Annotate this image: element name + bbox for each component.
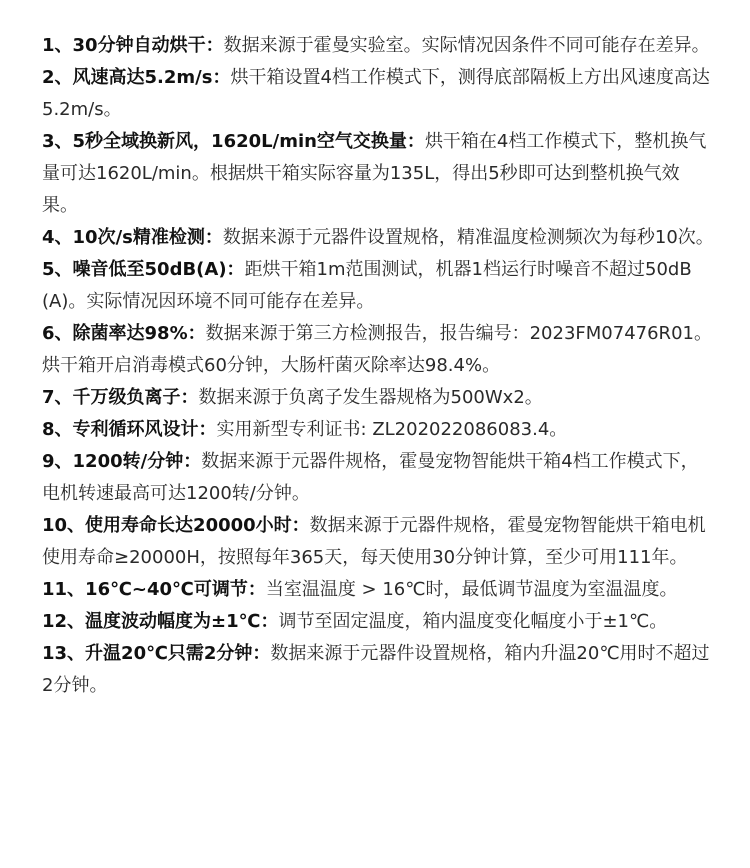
note-9	[42, 446, 714, 510]
note-heading: 9、1200转/分钟：	[42, 451, 202, 472]
note-heading: 13、升温20℃只需2分钟：	[42, 643, 271, 664]
note-10	[42, 510, 714, 574]
note-text: 距烘干箱1m范围测试，机器1档运行时噪音不超过50dB(A)。实际情况因环境不同可能存在差异。	[42, 259, 692, 312]
note-text: 数据来源于元器件设置规格，箱内升温20℃用时不超过2分钟。	[42, 643, 710, 696]
note-13	[42, 638, 714, 702]
note-heading: 1、30分钟自动烘干：	[42, 35, 224, 56]
note-3	[42, 126, 714, 222]
note-text: 数据来源于元器件规格，霍曼宠物智能烘干箱电机使用寿命≥20000H，按照每年365天，每天使用30分钟计算，至少可用111年。	[42, 515, 706, 568]
note-11	[42, 574, 714, 606]
note-heading: 10、使用寿命长达20000小时：	[42, 515, 310, 536]
note-text: 数据来源于元器件设置规格，精准温度检测频次为每秒10次。	[222, 227, 714, 248]
note-8	[42, 414, 714, 446]
note-text: 数据来源于第三方检测报告，报告编号：2023FM07476R01。烘干箱开启消毒模式60分钟，大肠杆菌灭除率达98.4%。	[42, 323, 712, 376]
note-text: 数据来源于霍曼实验室。实际情况因条件不同可能存在差异。	[223, 35, 710, 56]
note-text: 实用新型专利证书: ZL202022086083.4。	[216, 419, 568, 440]
note-heading: 11、16℃~40℃可调节：	[42, 579, 266, 600]
note-2	[42, 62, 714, 126]
note-6	[42, 318, 714, 382]
note-text: 数据来源于元器件规格，霍曼宠物智能烘干箱4档工作模式下，电机转速最高可达1200转/分钟。	[42, 451, 699, 504]
note-heading: 2、风速高达5.2m/s：	[42, 67, 231, 88]
note-heading: 12、温度波动幅度为±1℃：	[42, 611, 279, 632]
note-5	[42, 254, 714, 318]
note-4	[42, 222, 714, 254]
note-7	[42, 382, 714, 414]
note-heading: 5、噪音低至50dB(A)：	[42, 259, 245, 280]
note-heading: 7、千万级负离子：	[42, 387, 199, 408]
note-12	[42, 606, 714, 638]
spec-notes-list	[42, 30, 714, 702]
note-text: 烘干箱设置4档工作模式下，测得底部隔板上方出风速度高达5.2m/s。	[42, 67, 710, 120]
note-text: 调节至固定温度，箱内温度变化幅度小于±1℃。	[278, 611, 668, 632]
note-heading: 6、除菌率达98%：	[42, 323, 206, 344]
note-heading: 4、10次/s精准检测：	[42, 227, 223, 248]
note-text: 数据来源于负离子发生器规格为500Wx2。	[198, 387, 543, 408]
note-1	[42, 30, 714, 62]
note-text: 当室温温度 > 16℃时，最低调节温度为室温温度。	[265, 579, 678, 600]
note-text: 烘干箱在4档工作模式下，整机换气量可达1620L/min。根据烘干箱实际容量为135L，得出5秒即可达到整机换气效果。	[42, 131, 707, 216]
note-heading: 3、5秒全域换新风，1620L/min空气交换量：	[42, 131, 425, 152]
note-heading: 8、专利循环风设计：	[42, 419, 217, 440]
